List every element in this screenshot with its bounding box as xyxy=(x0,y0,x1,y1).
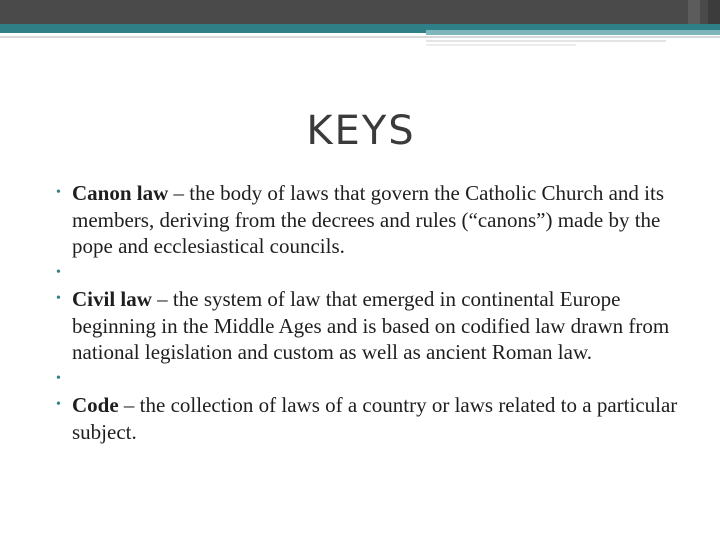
empty-list-item xyxy=(56,366,696,393)
header-rule-2 xyxy=(426,40,666,42)
term-canon-law: Canon law xyxy=(72,181,169,205)
bullet-icon: • xyxy=(56,397,61,412)
list-item xyxy=(56,392,696,445)
list-item xyxy=(56,180,696,260)
definition-civil-law: – the system of law that emerged in continental Europe beginning in the Middle Ages and is based on codified law drawn from national legislation and custom as well as ancient Roman law. xyxy=(72,287,670,364)
definition-code: – the collection of laws of a country or laws related to a particular subject. xyxy=(72,393,678,444)
definition-canon-law: – the body of laws that govern the Catholic Church and its members, deriving from the decrees and rules (“canons”) made by the pope and ecclesiastical councils. xyxy=(72,181,665,258)
header-rule-3 xyxy=(426,44,576,46)
list-item xyxy=(56,286,696,366)
bullet-icon: • xyxy=(56,185,61,200)
slide-title: KEYS xyxy=(306,108,416,154)
term-code: Code xyxy=(72,393,119,417)
header-band-teal-light xyxy=(426,30,720,35)
header-rule-1 xyxy=(0,36,720,38)
bullet-list xyxy=(56,180,696,445)
bullet-icon: • xyxy=(56,370,61,386)
bullet-icon: • xyxy=(56,264,61,280)
empty-list-item xyxy=(56,260,696,287)
header-band xyxy=(0,0,720,52)
bullet-icon: • xyxy=(56,291,61,306)
term-civil-law: Civil law xyxy=(72,287,152,311)
